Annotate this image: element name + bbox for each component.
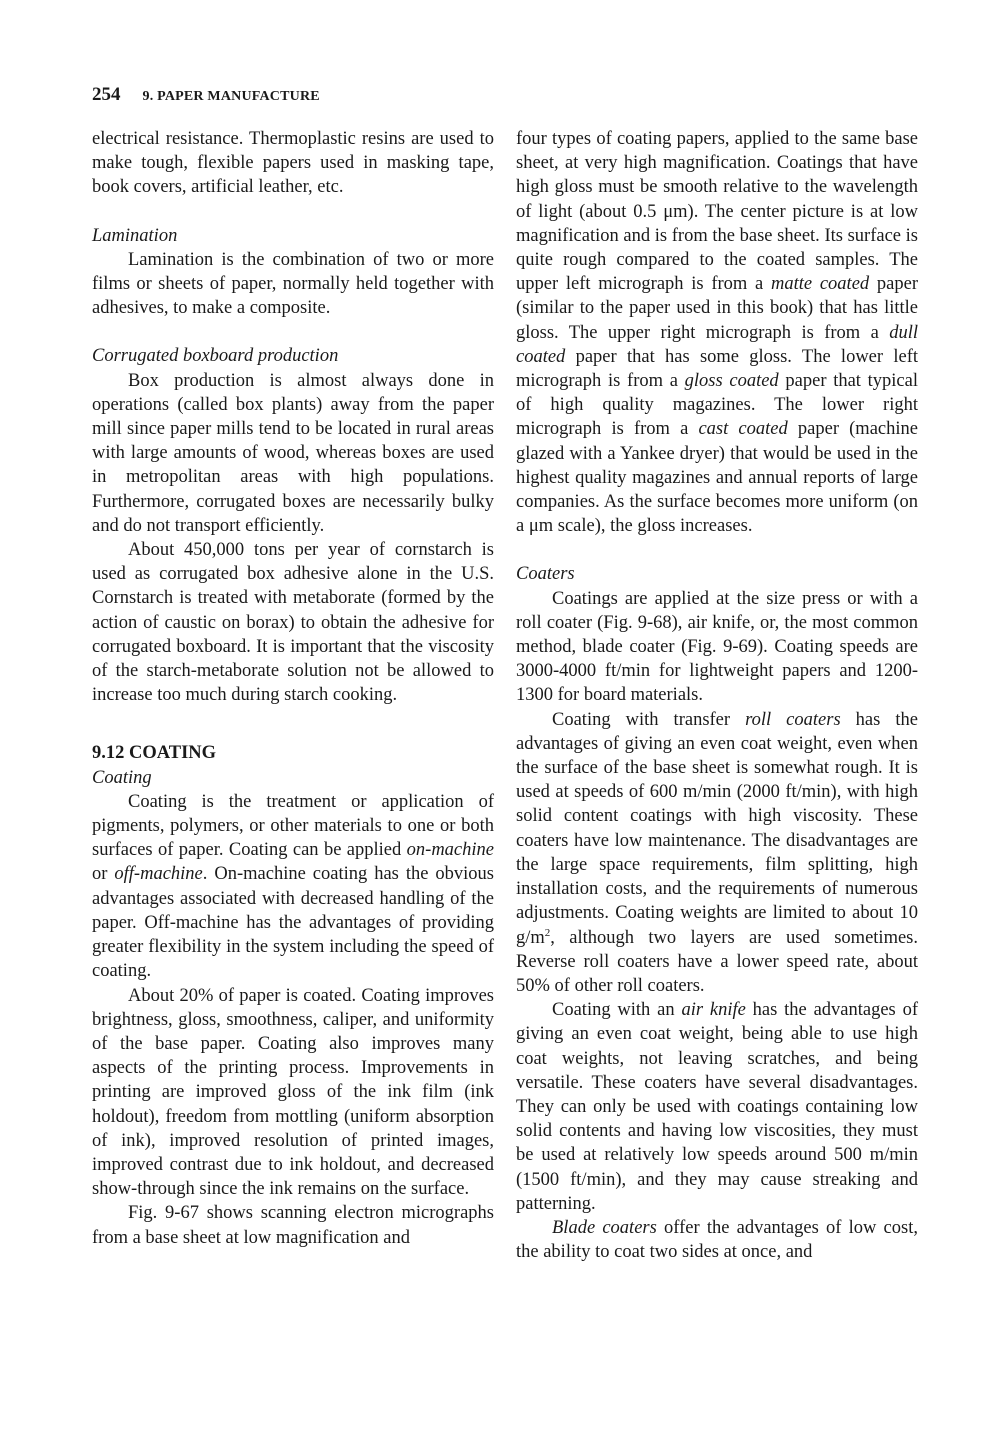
left-column bbox=[92, 127, 494, 1250]
right-column bbox=[516, 127, 918, 1264]
section-heading: 9.12 COATING bbox=[92, 743, 217, 764]
subheading-coating: Coating bbox=[92, 767, 152, 788]
running-head bbox=[92, 84, 320, 106]
subheading-lamination: Lamination bbox=[92, 225, 178, 246]
paragraph: Blade coaters offer the advantages of low cost, the ability to coat two sides at once, and bbox=[516, 1217, 918, 1263]
paragraph: Coating with transfer roll coaters has the advantages of giving an even coat weight, even when the surface of the base sheet is somewhat rough. It is used at speeds of 600 m/min (2000 ft/min), with high solid content coatings with high viscosity. These coaters have low maintenance. The disadvantages are the large space requirements, film splitting, high installation costs, and the requirements of numerous adjustments. Coating weights are limited to about 10 $g/m^2$, although two layers are used sometimes. Reverse roll coaters have a lower speed rate, about 50% of other roll coaters. bbox=[516, 709, 918, 996]
page-number: 254 bbox=[92, 84, 121, 105]
subheading-coaters: Coaters bbox=[516, 564, 575, 585]
italic-term: Blade coaters bbox=[552, 1217, 657, 1238]
paragraph: About 450,000 tons per year of cornstarch is used as corrugated box adhesive alone in the U.S. Cornstarch is treated with metaborate (formed by the action of caustic on borax) to obtain the adhesive for corrugated boxboard. It is important that the viscosity of the starch-metaborate solution not be allowed to increase too much during starch cooking. bbox=[92, 540, 494, 706]
italic-term: dull coated bbox=[516, 322, 918, 367]
superscript: 2 bbox=[544, 926, 551, 939]
paragraph: About 20% of paper is coated. Coating improves brightness, gloss, smoothness, caliper, and uniformity of the base paper. Coating also improves many aspects of the printing process. Improvements in printing are improved gloss of the ink film (ink holdout), freedom from mottling (uniform absorption of ink), improved resolution of printed images, improved contrast due to ink holdout, and decreased show-through since the ink remains on the surface. bbox=[92, 985, 494, 1200]
italic-term: on-machine bbox=[406, 840, 494, 861]
paragraph: Box production is almost always done in operations (called box plants) away from the paper mill since paper mills tend to be located in rural areas with large amounts of wood, whereas boxes are used in metropolitan areas with high populations. Furthermore, corrugated boxes are necessarily bulky and do not transport efficiently. bbox=[92, 370, 494, 536]
paragraph: Lamination is the combination of two or more films or sheets of paper, normally held together with adhesives, to make a composite. bbox=[92, 249, 494, 319]
italic-term: matte coated bbox=[771, 274, 870, 295]
chapter-title: 9. PAPER MANUFACTURE bbox=[142, 89, 320, 104]
paragraph: Coating with an air knife has the advantages of giving an even coat weight, being able to use high coat weights, not leaving scratches, and being versatile. These coaters have several disadvantages. They can only be used with coatings containing low solid contents and having low viscosities, they must be used at relatively low speeds around 500 m/min (1500 ft/min), and they may cause streaking and patterning. bbox=[516, 1000, 918, 1214]
italic-term: air knife bbox=[681, 1000, 746, 1021]
italic-term: off-machine bbox=[114, 864, 203, 885]
paragraph: Coatings are applied at the size press or with a roll coater (Fig. 9-68), air knife, or, the most common method, blade coater (Fig. 9-69). Coating speeds are 3000-4000 ft/min for lightweight papers and 1200-1300 for board materials. bbox=[516, 588, 918, 706]
italic-term: roll coaters bbox=[745, 709, 841, 730]
paragraph: Fig. 9-67 shows scanning electron micrographs from a base sheet at low magnification and bbox=[92, 1203, 494, 1248]
italic-term: gloss coated bbox=[684, 371, 779, 392]
continued-paragraph: four types of coating papers, applied to the same base sheet, at very high magnification. Coatings that have high gloss must be smooth relative to the wavelength of light (about 0.5 μm). The center picture is at low magnification and is from the base sheet. Its surface is quite rough compared to the coated samples. The upper left micrograph is from a matte coated paper (similar to the paper used in this book) that has little gloss. The upper right micrograph is from a dull coated paper that has some gloss. The lower left micrograph is from a gloss coated paper that typical of high quality magazines. The lower right micrograph is from a cast coated paper (machine glazed with a Yankee dryer) that would be used in the highest quality magazines and annual reports of large companies. As the surface becomes more uniform (on a μm scale), the gloss increases. bbox=[516, 129, 918, 537]
continued-paragraph: electrical resistance. Thermoplastic resins are used to make tough, flexible papers used in masking tape, book covers, artificial leather, etc. bbox=[92, 129, 494, 198]
italic-term: cast coated bbox=[698, 419, 788, 440]
paragraph: Coating is the treatment or application of pigments, polymers, or other materials to one or both surfaces of paper. Coating can be applied on-machine or off-machine. On-machine coating has the obvious advantages associated with decreased handling of the paper. Off-machine has the advantages of providing greater flexibility in the system including the speed of coating. bbox=[92, 791, 494, 982]
subheading-corrugated: Corrugated boxboard production bbox=[92, 346, 339, 367]
